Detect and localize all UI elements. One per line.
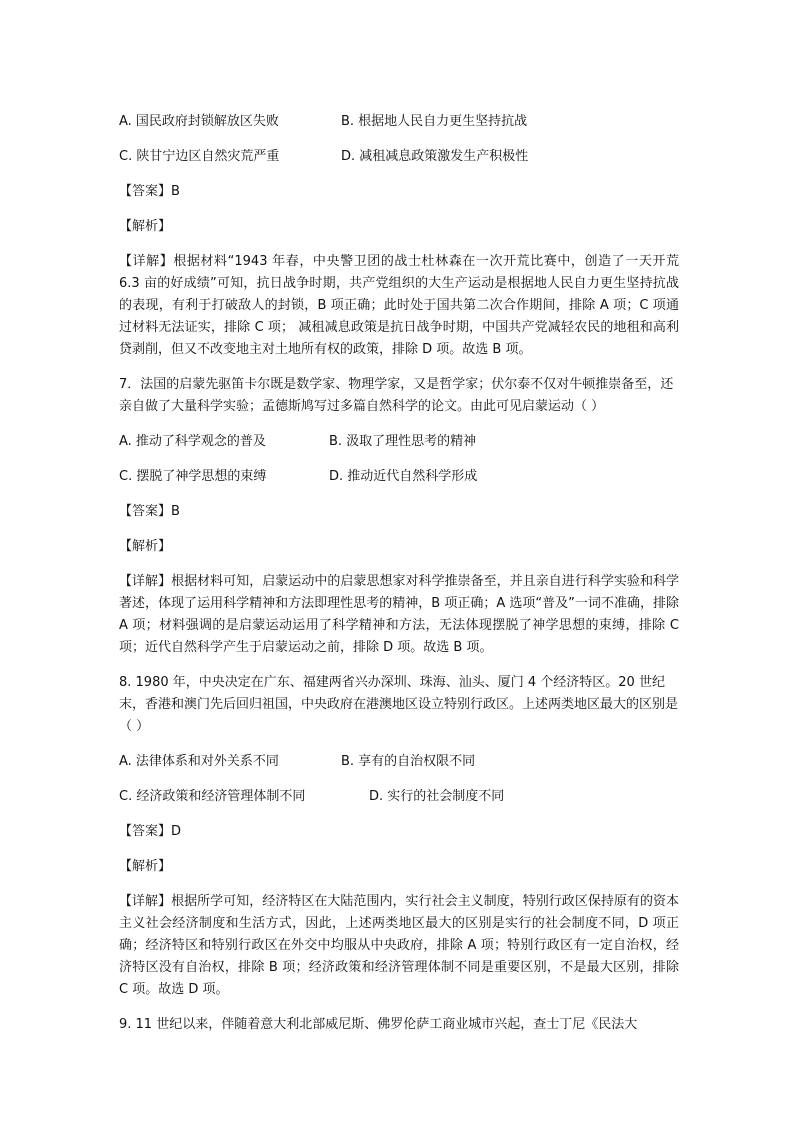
option-a: A. 法律体系和对外关系不同 — [119, 754, 279, 769]
options-row — [119, 786, 679, 808]
option-a: A. 推动了科学观念的普及 — [119, 434, 266, 449]
question-stem: 9. 11 世纪以来，伴随着意大利北部威尼斯、佛罗伦萨工商业城市兴起，查士丁尼《民法大 — [119, 1017, 638, 1032]
exam-content — [119, 111, 679, 1049]
option-a: A. 国民政府封锁解放区失败 — [119, 114, 279, 129]
option-d: D. 推动近代自然科学形成 — [329, 469, 478, 484]
options-row — [119, 431, 679, 453]
options-row — [119, 111, 679, 133]
option-d: D. 实行的社会制度不同 — [369, 789, 505, 804]
option-c: C. 摆脱了神学思想的束缚 — [119, 469, 267, 484]
explanation: 【详解】根据材料可知，启蒙运动中的启蒙思想家对科学推崇备至，并且亲自进行科学实验和科学著述，体现了运用科学精神和方法即理性思考的精神，B 项正确；A 选项“普及”一词不准确，排除 A 项；材料强调的是启蒙运动运用了科学精神和方法，无法体现摆脱了神学思想的束缚，排除 C 项；近代自然科学产生于启蒙运动之前，排除 D 项。故选 B 项。 — [119, 574, 679, 655]
option-b: B. 根据地人民自力更生坚持抗战 — [341, 114, 528, 129]
question-stem: 7．法国的启蒙先驱笛卡尔既是数学家、物理学家，又是哲学家；伏尔泰不仅对牛顿推崇备至，还亲自做了大量科学实验；孟德斯鸠写过多篇自然科学的论文。由此可见启蒙运动（ ） — [119, 377, 674, 414]
options-row — [119, 146, 679, 168]
answer-label: 【答案】B — [119, 184, 180, 199]
question-stem: 8. 1980 年，中央决定在广东、福建两省兴办深圳、珠海、汕头、厦门 4 个经济特区。20 世纪末，香港和澳门先后回归祖国，中央政府在港澳地区设立特别行政区。上述两类地区最大的区别是（ ） — [119, 675, 679, 734]
explanation: 【详解】根据材料“1943 年春，中央警卫团的战士杜林森在一次开荒比赛中，创造了一天开荒 6.3 亩的好成绩”可知，抗日战争时期，共产党组织的大生产运动是根据地人民自力更生坚持抗战的表现，有利于打破敌人的封锁，B 项正确；此时处于国共第二次合作期间，排除 A 项；C 项通过材料无法证实，排除 C 项； 减租减息政策是抗日战争时期，中国共产党减轻农民的地租和高利贷剥削，但又不改变地主对土地所有权的政策，排除 D 项。故选 B 项。 — [119, 254, 679, 357]
option-c: C. 陕甘宁边区自然灾荒严重 — [119, 149, 280, 164]
options-row — [119, 751, 679, 773]
option-b: B. 享有的自治权限不同 — [341, 754, 476, 769]
answer-label: 【答案】B — [119, 504, 180, 519]
analysis-label: 【解析】 — [119, 219, 172, 234]
analysis-label: 【解析】 — [119, 859, 172, 874]
analysis-label: 【解析】 — [119, 539, 172, 554]
option-b: B. 汲取了理性思考的精神 — [329, 434, 477, 449]
option-c: C. 经济政策和经济管理体制不同 — [119, 789, 306, 804]
options-row — [119, 466, 679, 488]
explanation: 【详解】根据所学可知，经济特区在大陆范围内，实行社会主义制度，特别行政区保持原有的资本主义社会经济制度和生活方式，因此，上述两类地区最大的区别是实行的社会制度不同，D 项正确；经济特区和特别行政区在外交中均服从中央政府，排除 A 项；特别行政区有一定自治权，经济特区没有自治权，排除 B 项；经济政策和经济管理体制不同是重要区别，不是最大区别，排除 C 项。故选 D 项。 — [119, 894, 679, 997]
answer-label: 【答案】D — [119, 824, 182, 839]
option-d: D. 减租减息政策激发生产积极性 — [341, 149, 529, 164]
